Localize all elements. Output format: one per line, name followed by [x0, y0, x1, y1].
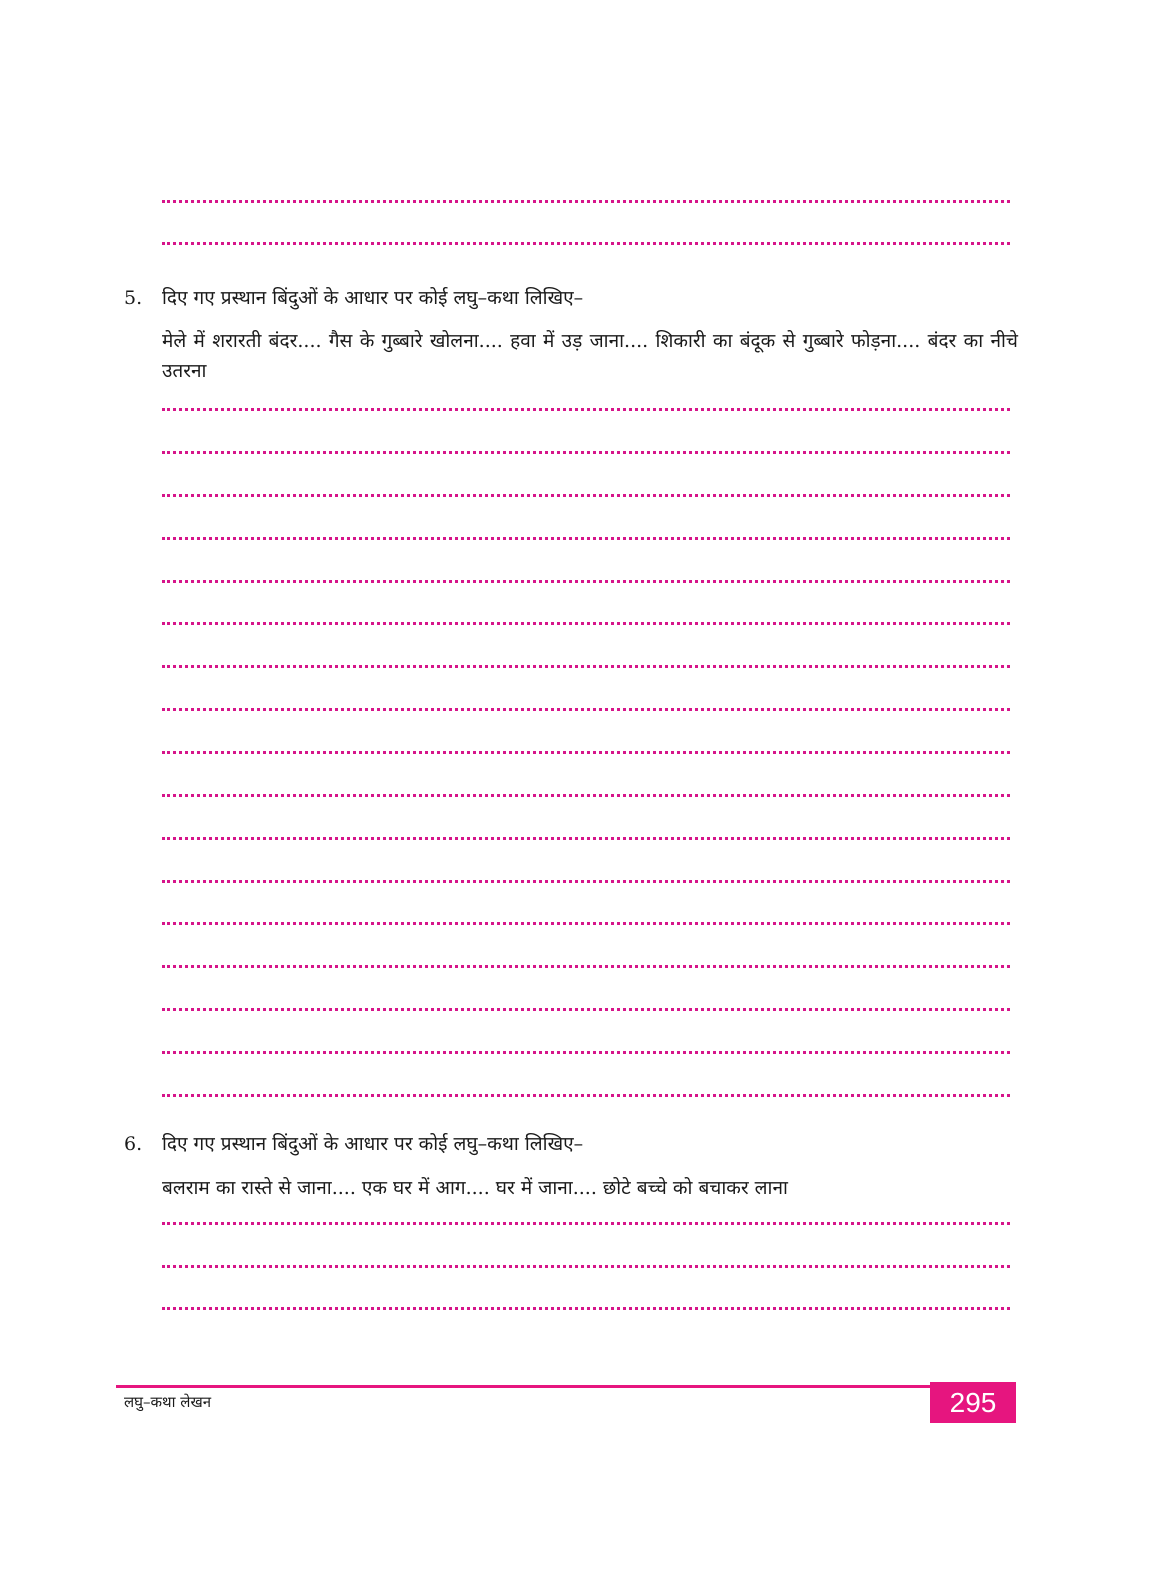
question-instruction: दिए गए प्रस्थान बिंदुओं के आधार पर कोई लघु–कथा लिखिए– [162, 1133, 584, 1155]
answer-line[interactable] [162, 965, 1010, 968]
answer-line[interactable] [162, 1222, 1010, 1225]
question-number: 5. [124, 287, 143, 309]
answer-line[interactable] [162, 537, 1010, 540]
answer-line[interactable] [162, 622, 1010, 625]
question-number: 6. [124, 1133, 143, 1155]
answer-line[interactable] [162, 1265, 1010, 1268]
answer-line[interactable] [162, 751, 1010, 754]
answer-line[interactable] [162, 494, 1010, 497]
answer-line[interactable] [162, 1008, 1010, 1011]
answer-line[interactable] [162, 922, 1010, 925]
question-prompt: बलराम का रास्ते से जाना.... एक घर में आग.... घर में जाना.... छोटे बच्चे को बचाकर लाना [162, 1177, 788, 1199]
answer-line[interactable] [162, 580, 1010, 583]
answer-line[interactable] [162, 794, 1010, 797]
page-number-badge: 295 [930, 1382, 1016, 1423]
answer-line[interactable] [162, 242, 1010, 245]
answer-line[interactable] [162, 451, 1010, 454]
answer-line[interactable] [162, 408, 1010, 411]
question-instruction: दिए गए प्रस्थान बिंदुओं के आधार पर कोई लघु–कथा लिखिए– [162, 287, 584, 309]
answer-line[interactable] [162, 1051, 1010, 1054]
answer-line[interactable] [162, 1307, 1010, 1310]
footer-rule [116, 1385, 932, 1388]
answer-line[interactable] [162, 708, 1010, 711]
answer-line[interactable] [162, 1094, 1010, 1097]
answer-line[interactable] [162, 880, 1010, 883]
answer-line[interactable] [162, 837, 1010, 840]
answer-line[interactable] [162, 665, 1010, 668]
answer-line[interactable] [162, 200, 1010, 203]
question-prompt: मेले में शरारती बंदर.... गैस के गुब्बारे खोलना.... हवा में उड़ जाना.... शिकारी का बंदूक से गुब्बारे फोड़ना.... बंदर का नीचे उतरना [162, 330, 1018, 382]
chapter-title: लघु–कथा लेखन [124, 1393, 212, 1411]
